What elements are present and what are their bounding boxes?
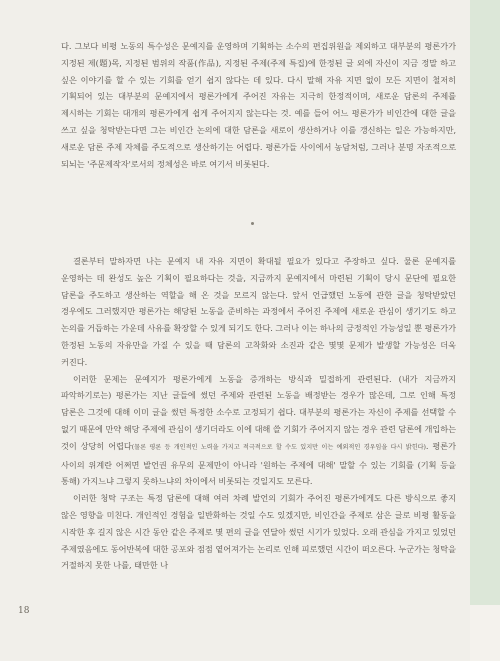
text-block-bottom — [61, 253, 456, 574]
section-divider-dot — [251, 222, 254, 225]
paragraph-4: 이러한 청탁 구조는 특정 담론에 대해 여러 차례 발언의 기회가 주어진 평론가에게도 다른 방식으로 좋지 않은 영향을 미친다. 개인적인 경험을 일반화하는 것일 수도 있겠지만, 비인간을 주제로 삼은 글로 비평 활동을 시작한 후 길지 않은 시간 동안 같은 주제로 몇 편의 글을 연달아 썼던 시기가 있었다. 오래 관심을 가지고 있었던 주제였음에도 동어반복에 대한 공포와 점점 옅어져가는 논리로 인해 피로했던 시간이 떠오른다. 누군가는 청탁을 거절하지 못한 나를, 태만한 나 — [61, 493, 456, 571]
paragraph-3 — [61, 371, 456, 491]
paragraph-3-text-a: 이러한 문제는 문예지가 평론가에게 노동을 증개하는 방식과 밀접하게 관련된다. (내가 지금까지 파악하기로는) 평론가는 지난 글들에 썼던 주제와 관련된 노동을 배정받는 경우가 많은데, 그로 인해 특정 담론은 그것에 대해 이미 글을 썼던 특정한 소수로 고정되기 쉽다. 대부분의 평론가는 자신이 주제를 선택할 수 없기 때문에 만약 해당 주제에 관심이 생기더라도 이에 대해 쓸 기회가 주어지지 않는 경우 관련 담론에 개입하는 것이 상당히 어렵다 — [61, 373, 456, 451]
chapter-side-tab — [470, 0, 500, 605]
page-number: 18 — [18, 606, 30, 616]
paragraph-2: 결론부터 말하자면 나는 문예지 내 자유 지면이 확대될 필요가 있다고 주장하고 싶다. 물론 문예지를 운영하는 데 완성도 높은 기획이 필요하다는 것을, 지금까지 문예지에서 마련된 기획이 당시 문단에 필요한 담론을 주도하고 생산하는 역할을 해 온 것을 모르지 않는다. 앞서 언급했던 노동에 관한 글을 청탁받았던 경우에도 그러했지만 평론가는 해당된 노동을 준비하는 과정에서 주어진 주제에 새로운 관심이 생기기도 하고 논의를 거듭하는 가운데 사유를 확장할 수 있게 되기도 한다. 그러나 이는 하나의 긍정적인 가능성일 뿐 평론가가 한정된 노동의 자유만을 가질 수 있을 때 담론의 고착화와 소진과 같은 몇몇 문제가 발생할 가능성은 더욱 커진다. — [61, 256, 456, 367]
paragraph-3-aside: (물론 평론 등 개인적인 노력을 가지고 적극적으로 할 수도 있지만 이는 예외적인 경우임을 다시 밝힌다) — [131, 443, 426, 451]
paragraph-3-text-b: . 평론가 사이의 위계란 어쩌면 발언권 유무의 문제만이 아니라 '원하는 주제에 대해' 말할 수 있는 기회를 (기획 등을 통해) 가지느냐 그렇지 못하느냐의 차이에서 비롯되는 것일지도 모른다. — [61, 440, 457, 487]
paragraph-1: 다. 그보다 비평 노동의 특수성은 문예지를 운영하며 기획하는 소수의 편집위원을 제외하고 대부분의 평론가가 지정된 제(題)목, 지정된 범위의 작품(作品), 지정된 주제(주제 특집)에 한정된 글 외에 자신이 지금 정말 하고 싶은 이야기를 할 수 있는 기회를 얻기 쉽지 않다는 데 있다. 다시 말해 자유 지면 없이 모든 지면이 철저히 기획되어 있는 대부분의 문예지에서 평론가에게 주어진 자유는 지극히 한정적이며, 새로운 담론의 주제를 제시하는 기회는 대개의 평론가에게 쉽게 주어지지 않는다는 것. 예를 들어 어느 평론가가 비인간에 대한 글을 쓰고 싶을 청탁받는다면 그는 비인간 논의에 대한 담론을 새로이 생산하거나 이를 갱신하는 일은 가능하지만, 새로운 담론 주제 자체를 주도적으로 생산하기는 어렵다. 평론가들 사이에서 농담처럼, 그러나 분명 자조적으로 되뇌는 '주문제작자'로서의 정체성은 바로 여기서 비롯된다. — [61, 41, 456, 169]
text-block-top — [61, 38, 456, 172]
